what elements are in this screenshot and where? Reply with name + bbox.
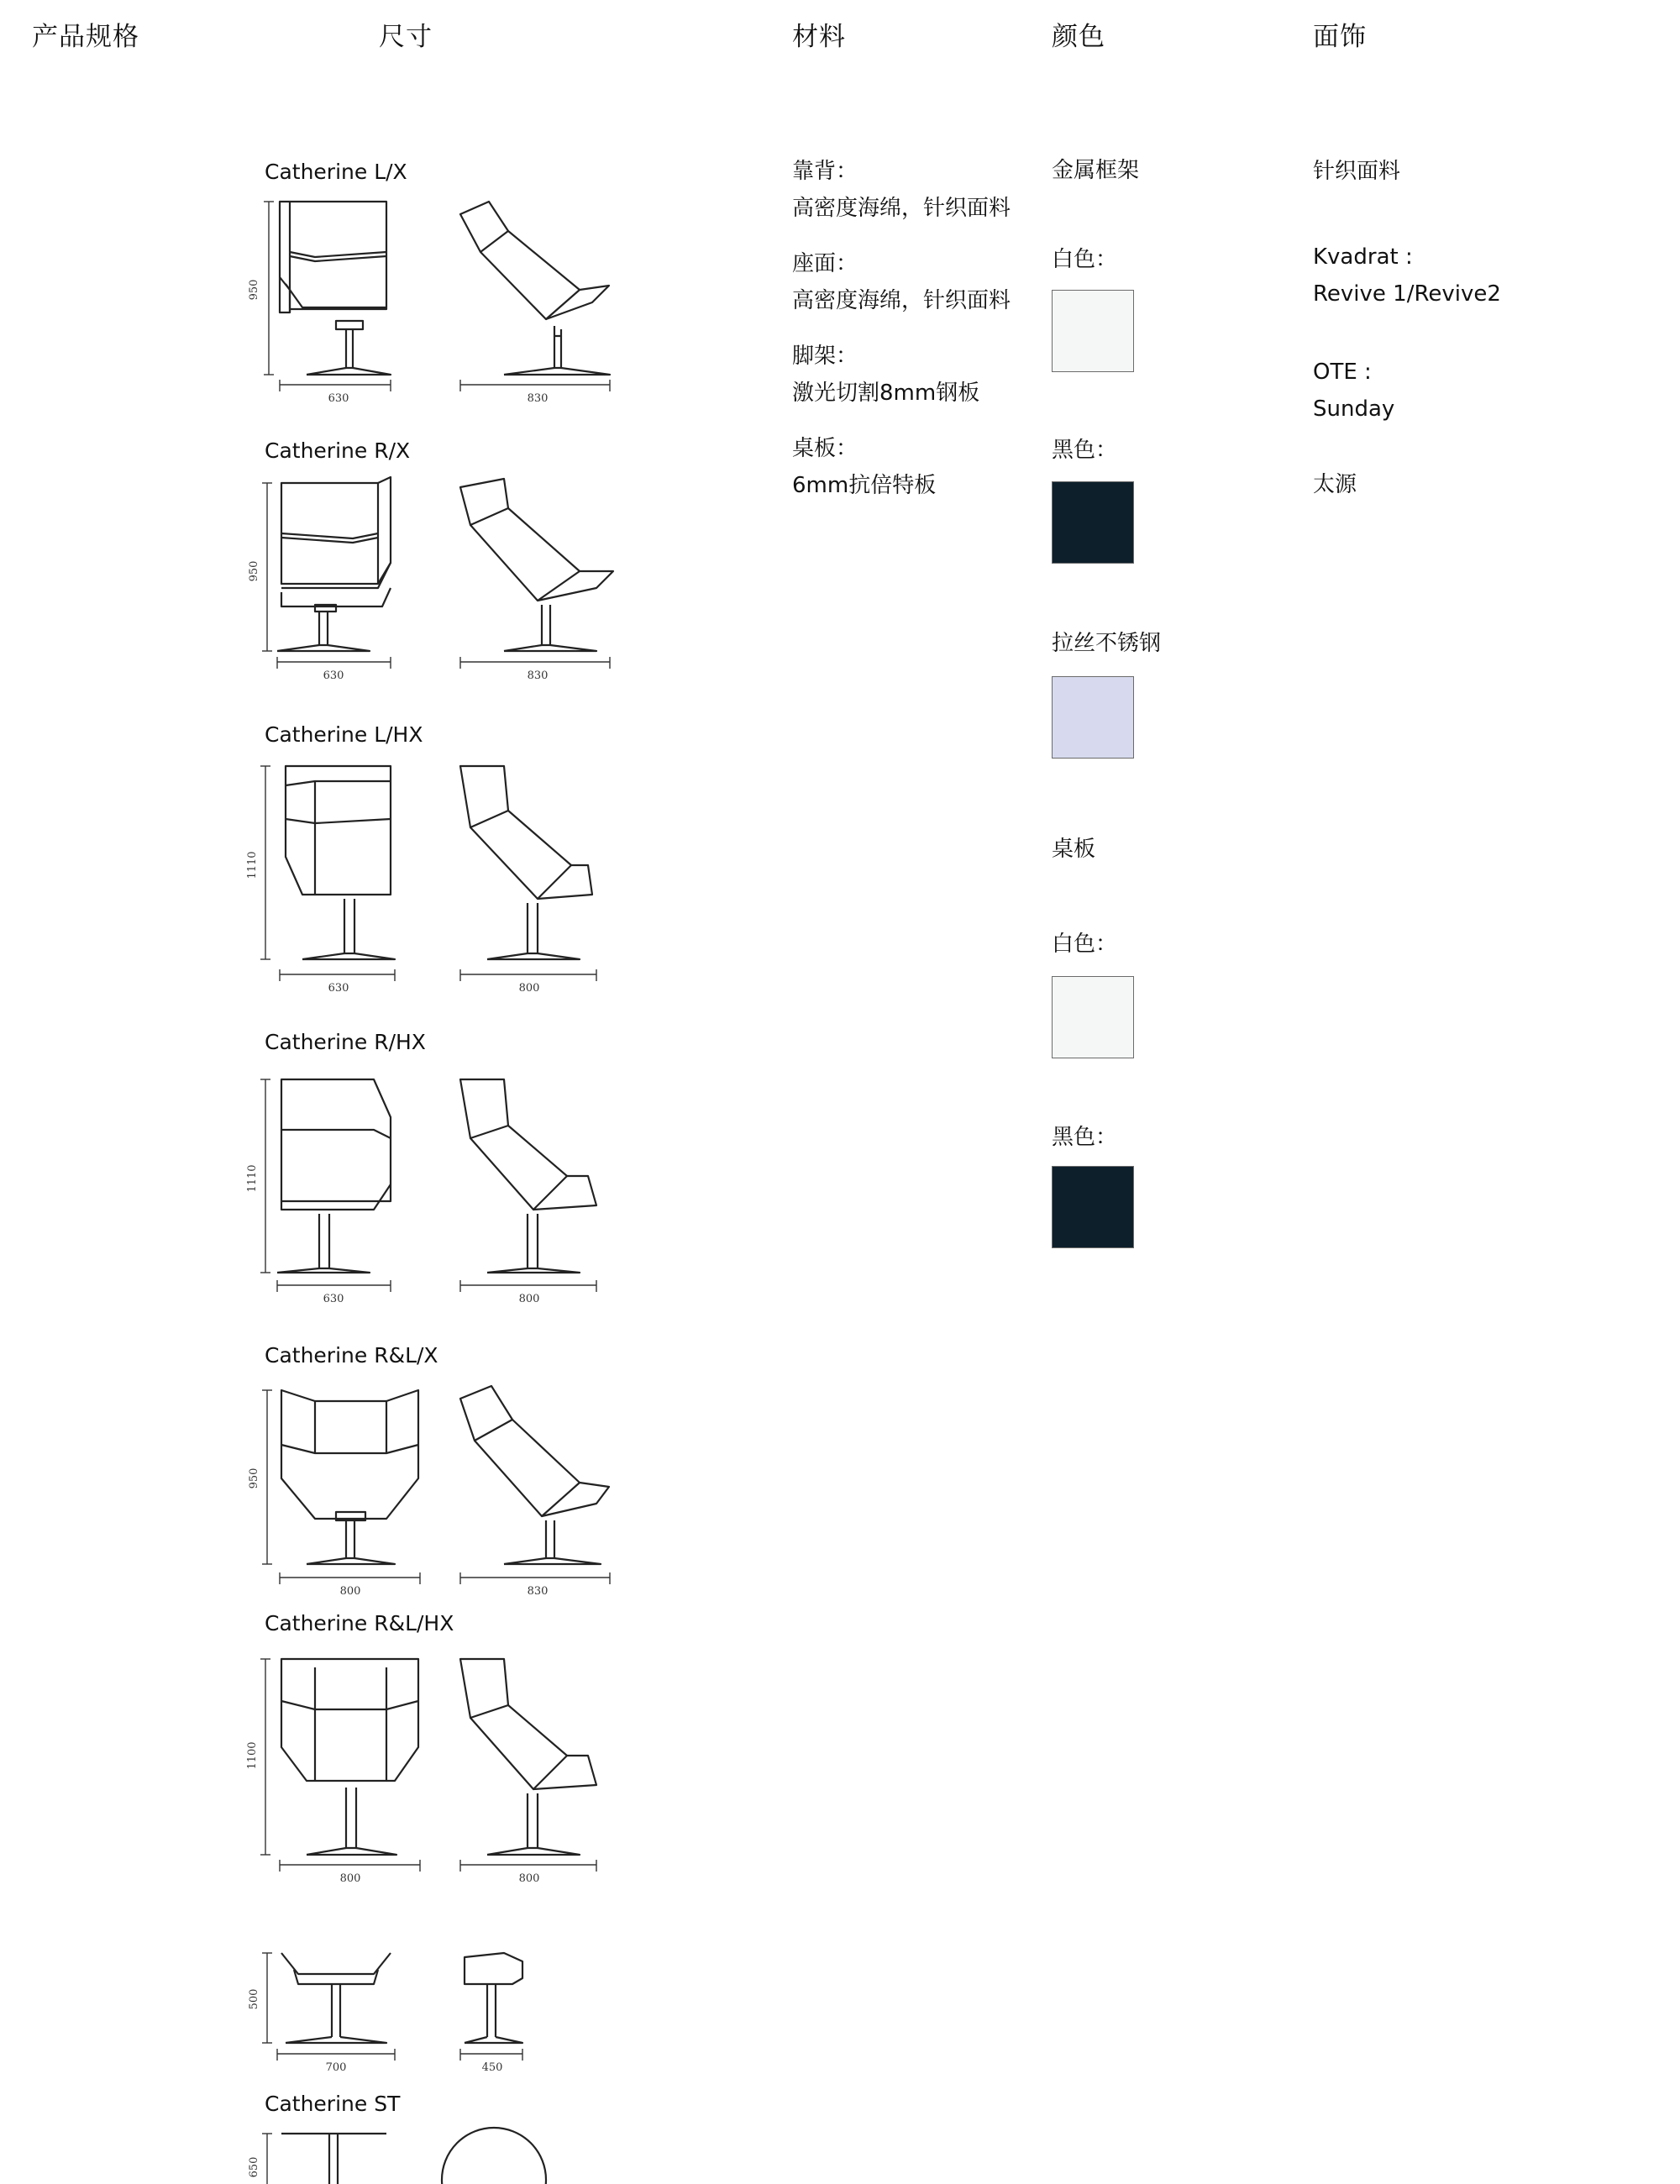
finish-kvadrat-value: Revive 1/Revive2 [1313, 281, 1501, 307]
drawing-rlx-side [460, 1386, 610, 1584]
dimension-label: 950 [248, 1467, 260, 1489]
finish-ote-label: OTE : [1313, 360, 1372, 385]
material-backrest-label: 靠背： [792, 159, 858, 184]
color-tabletop-white-label: 白色： [1052, 932, 1118, 957]
material-seat-value: 高密度海绵，针织面料 [792, 288, 1011, 313]
dimension-label: 830 [527, 669, 549, 682]
drawing-rx-front [262, 477, 391, 669]
dimension-label: 800 [518, 982, 540, 995]
drawing-stool-side [460, 1953, 522, 2061]
drawing-st-front [262, 2128, 546, 2184]
header-color: 颜色 [1052, 22, 1105, 52]
product-name-rx: Catherine R/X [265, 438, 411, 463]
dimension-label: 800 [518, 1872, 540, 1885]
drawing-lx-side [460, 202, 610, 391]
material-base-label: 脚架： [792, 344, 858, 369]
dimension-label: 450 [481, 2061, 503, 2074]
dimension-label: 630 [328, 982, 349, 995]
drawing-rlhx-side [460, 1659, 596, 1872]
header-product-spec: 产品规格 [32, 22, 139, 52]
color-frame-black-label: 黑色： [1052, 438, 1118, 463]
dimension-label: 650 [248, 2156, 260, 2178]
product-name-lhx: Catherine L/HX [265, 722, 423, 747]
drawing-lhx-front [260, 766, 395, 981]
finish-taiyuan: 太源 [1313, 472, 1357, 497]
dimension-labels [246, 280, 548, 2178]
dimension-label: 1110 [246, 851, 259, 879]
dimension-label: 950 [248, 279, 260, 301]
drawing-rhx-front [260, 1079, 391, 1292]
dimension-label: 500 [248, 1988, 260, 2010]
dimension-label: 1100 [246, 1741, 259, 1770]
product-name-rhx: Catherine R/HX [265, 1030, 426, 1054]
product-name-st: Catherine ST [265, 2092, 401, 2116]
finish-knit: 针织面料 [1313, 159, 1401, 184]
drawing-rhx-side [460, 1079, 596, 1292]
dimension-label: 830 [527, 1585, 549, 1598]
dimension-label: 700 [325, 2061, 347, 2074]
material-tabletop-label: 桌板： [792, 436, 858, 461]
drawing-rx-side [460, 479, 613, 669]
dimension-label: 950 [248, 560, 260, 582]
material-backrest-value: 高密度海绵，针织面料 [792, 196, 1011, 221]
drawing-rlhx-front [260, 1659, 420, 1872]
color-tabletop-title: 桌板 [1052, 837, 1096, 862]
color-frame-white-label: 白色： [1052, 247, 1118, 272]
dimension-label: 630 [328, 392, 349, 405]
header-size: 尺寸 [379, 22, 433, 52]
color-tabletop-black-label: 黑色： [1052, 1125, 1118, 1150]
dimension-label: 800 [339, 1585, 361, 1598]
product-name-rlhx: Catherine R&L/HX [265, 1611, 454, 1635]
dimension-label: 800 [518, 1293, 540, 1305]
material-tabletop-value: 6mm抗倍特板 [792, 473, 937, 498]
material-seat-label: 座面： [792, 251, 858, 276]
drawing-lhx-side [460, 766, 596, 981]
material-base-value: 激光切割8mm钢板 [792, 381, 980, 406]
color-steel-label: 拉丝不锈钢 [1052, 631, 1162, 656]
dimension-label: 1110 [246, 1164, 259, 1193]
drawing-stool-front [262, 1953, 395, 2061]
drawing-lx-front [264, 202, 391, 391]
product-name-rlx: Catherine R&L/X [265, 1343, 438, 1368]
header-material: 材料 [792, 22, 846, 52]
dimension-label: 630 [323, 1293, 344, 1305]
finish-ote-value: Sunday [1313, 396, 1395, 422]
product-name-lx: Catherine L/X [265, 160, 407, 184]
dimension-label: 800 [339, 1872, 361, 1885]
drawing-rlx-front [262, 1390, 420, 1584]
dimension-label: 830 [527, 392, 549, 405]
color-frame-title: 金属框架 [1052, 158, 1140, 183]
header-finish: 面饰 [1313, 22, 1367, 52]
finish-kvadrat-label: Kvadrat : [1313, 244, 1413, 270]
dimension-label: 630 [323, 669, 344, 682]
